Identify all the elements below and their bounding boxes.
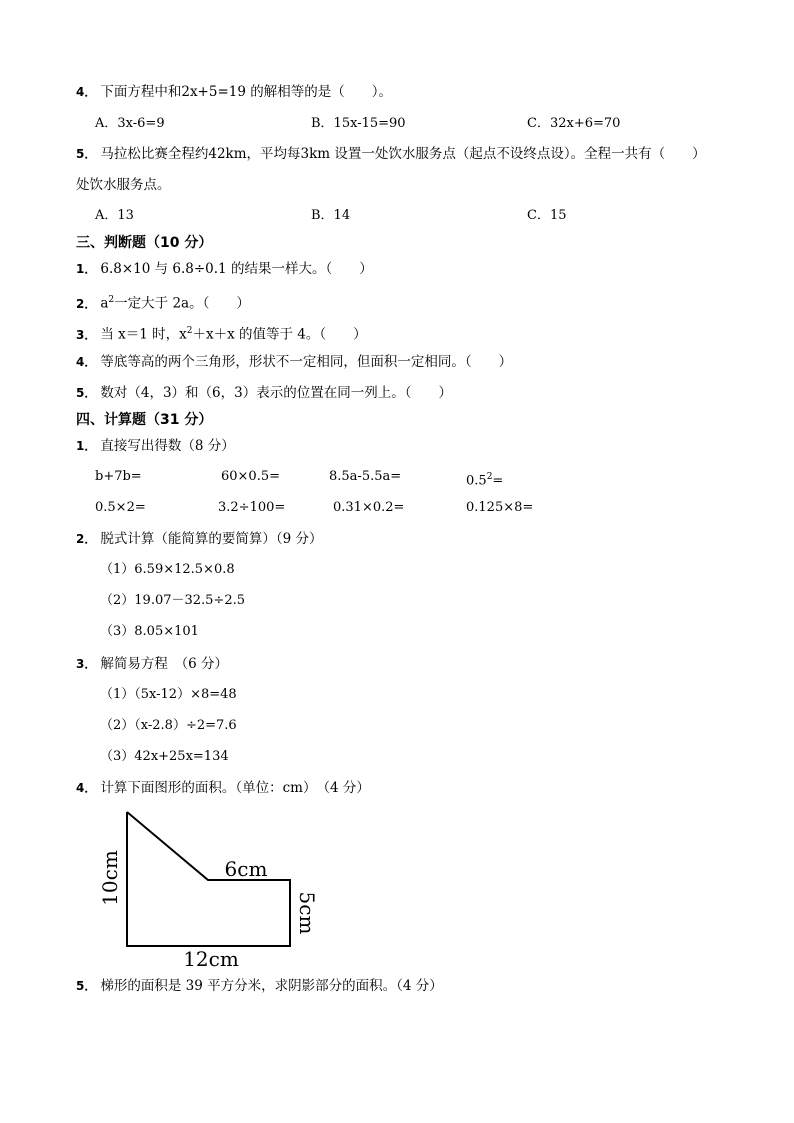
item-text: 数对（4，3）和（6，3）表示的位置在同一列上。（ ） [100, 385, 452, 401]
question-number: 4． [76, 85, 97, 99]
item-number: 5． [76, 386, 97, 400]
option-b: B．15x-15=90 [311, 116, 406, 131]
question-number: 4． [76, 781, 97, 795]
sub-item: （2）19.07－32.5÷2.5 [100, 593, 245, 608]
question-number: 3． [76, 657, 97, 671]
question-5 [76, 145, 706, 163]
item-text-base: a [100, 295, 109, 312]
judge-item-3 [76, 322, 367, 344]
item-text-rest: 一定大于 2a。（ ） [114, 295, 250, 312]
sub-item: （1）（5x-12）×8=48 [100, 687, 237, 702]
calc-question-3 [76, 655, 228, 673]
question-4 [76, 83, 392, 101]
calc-question-1 [76, 437, 235, 455]
item-number: 2． [76, 296, 97, 311]
item-number: 3． [76, 327, 97, 342]
calc-question-5 [76, 977, 443, 995]
sub-item: （3）42x+25x=134 [100, 749, 229, 764]
item-text-rest: ＋x＋x 的值等于 4。（ ） [192, 326, 367, 343]
question-5-continued: 处饮水服务点。 [76, 177, 171, 193]
calc-question-4 [76, 779, 370, 797]
question-text: 下面方程中和2x+5=19 的解相等的是（ ）。 [100, 84, 392, 100]
judge-item-1 [76, 260, 373, 278]
oral-calc: b+7b= [95, 469, 142, 484]
oral-calc-base: 0.5 [466, 473, 487, 489]
question-text: 直接写出得数（8 分） [100, 438, 235, 454]
item-superscript: 2 [108, 295, 115, 305]
question-number: 5． [76, 147, 97, 161]
item-text: 等底等高的两个三角形，形状不一定相同，但面积一定相同。（ ） [100, 354, 513, 370]
item-text-pre: 当 x＝1 时，x [100, 326, 187, 343]
question-text: 马拉松比赛全程约42km，平均每3km 设置一处饮水服务点（起点不设终点设）。全程一共有（ ） [100, 146, 706, 162]
figure-outline [127, 812, 290, 946]
question-number: 2． [76, 532, 97, 546]
option-c: C．15 [527, 208, 567, 223]
label-left: 10cm [98, 850, 122, 906]
section-title: 四、计算题（31 分） [76, 412, 213, 428]
oral-calc: 8.5a-5.5a= [329, 469, 402, 484]
label-right: 5cm [295, 891, 319, 935]
question-number: 5． [76, 979, 97, 993]
option-a: A．3x-6=9 [95, 116, 165, 131]
judge-item-5 [76, 384, 452, 402]
item-number: 1． [76, 262, 97, 276]
sub-item: （1）6.59×12.5×0.8 [100, 562, 235, 577]
oral-calc: 3.2÷100= [218, 500, 286, 515]
question-text: 脱式计算（能简算的要简算）（9 分） [100, 531, 323, 547]
calc-question-2 [76, 530, 323, 548]
oral-calc-equals: = [492, 473, 504, 489]
question-text: 计算下面图形的面积。（单位：cm） （4 分） [100, 780, 370, 796]
option-a: A．13 [95, 208, 134, 223]
item-superscript: 2 [186, 326, 193, 336]
oral-calc-superscript: 2 [486, 472, 493, 482]
question-text: 解简易方程 （6 分） [100, 656, 228, 672]
question-number: 1． [76, 439, 97, 453]
oral-calc [466, 468, 503, 490]
oral-calc: 60×0.5= [221, 469, 281, 484]
label-top: 6cm [224, 857, 268, 881]
item-number: 4． [76, 355, 97, 369]
oral-calc: 0.31×0.2= [333, 500, 405, 515]
section-title: 三、判断题（10 分） [76, 235, 213, 251]
option-c: C．32x+6=70 [527, 116, 621, 131]
sub-item: （3）8.05×101 [100, 624, 199, 639]
oral-calc: 0.125×8= [466, 500, 534, 515]
oral-calc: 0.5×2= [95, 500, 146, 515]
judge-item-2 [76, 291, 250, 313]
judge-item-4 [76, 353, 512, 371]
option-b: B．14 [311, 208, 351, 223]
item-text: 6.8×10 与 6.8÷0.1 的结果一样大。（ ） [100, 261, 373, 277]
sub-item: （2）（x-2.8）÷2=7.6 [100, 718, 237, 733]
question-text: 梯形的面积是 39 平方分米，求阴影部分的面积。（4 分） [100, 978, 443, 994]
label-bottom: 12cm [183, 947, 239, 971]
